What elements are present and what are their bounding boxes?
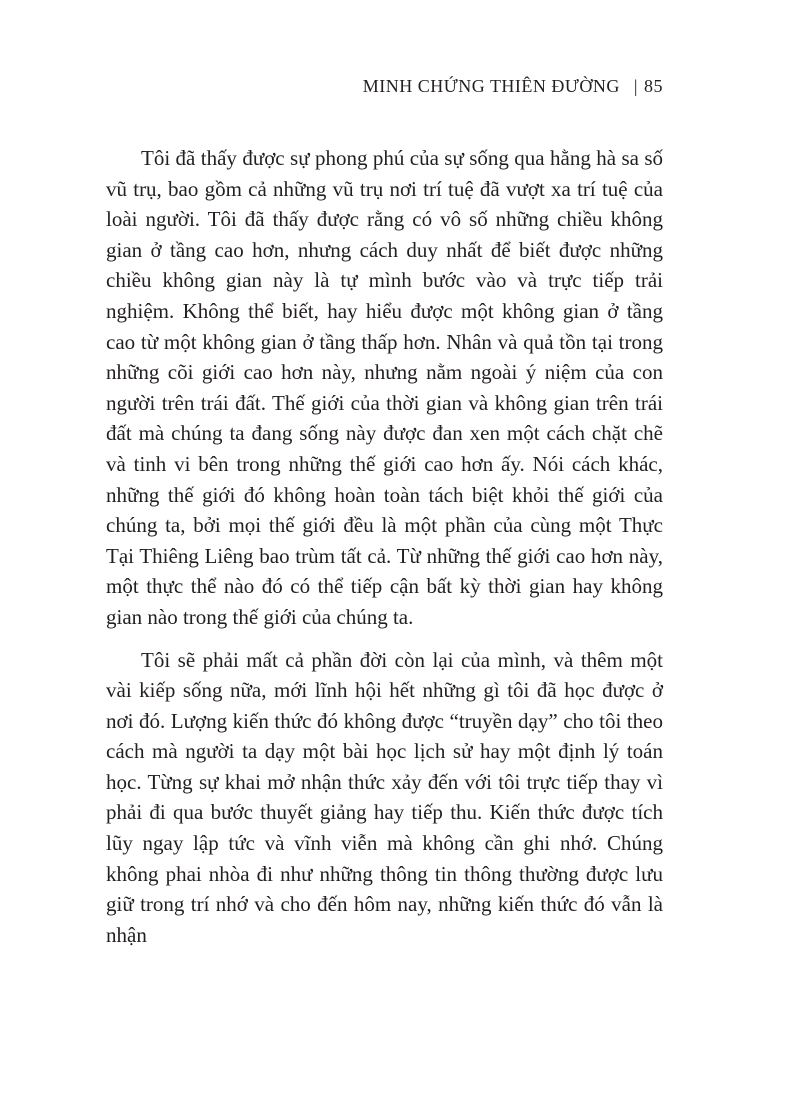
paragraph-1: Tôi đã thấy được sự phong phú của sự sống qua hằng hà sa số vũ trụ, bao gồm cả những vũ trụ nơi trí tuệ đã vượt xa trí tuệ của loài người. Tôi đã thấy được rằng có vô số những chiều không gian ở tầng cao hơn, nhưng cách duy nhất để biết được những chiều không gian này là tự mình bước vào và trực tiếp trải nghiệm. Không thể biết, hay hiểu được một không gian ở tầng cao từ một không gian ở tầng thấp hơn. Nhân và quả tồn tại trong những cõi giới cao hơn này, nhưng nằm ngoài ý niệm của con người trên trái đất. Thế giới của thời gian và không gian trên trái đất mà chúng ta đang sống này được đan xen một cách chặt chẽ và tinh vi bên trong những thế giới cao hơn ấy. Nói cách khác, những thế giới đó không hoàn toàn tách biệt khỏi thế giới của chúng ta, bởi mọi thế giới đều là một phần của cùng một Thực Tại Thiêng Liêng bao trùm tất cả. Từ những thế giới cao hơn này, một thực thể nào đó có thể tiếp cận bất kỳ thời gian hay không gian nào trong thế giới của chúng ta. [106, 146, 663, 629]
header-separator: | [633, 76, 638, 96]
running-head [363, 76, 663, 97]
page-number: 85 [644, 76, 663, 96]
book-title: MINH CHỨNG THIÊN ĐƯỜNG [362, 76, 620, 96]
page-body [106, 143, 663, 962]
paragraph-2: Tôi sẽ phải mất cả phần đời còn lại của mình, và thêm một vài kiếp sống nữa, mới lĩnh hội hết những gì tôi đã học được ở nơi đó. Lượng kiến thức đó không được “truyền dạy” cho tôi theo cách mà người ta dạy một bài học lịch sử hay một định lý toán học. Từng sự khai mở nhận thức xảy đến với tôi trực tiếp thay vì phải đi qua bước thuyết giảng hay tiếp thu. Kiến thức được tích lũy ngay lập tức và vĩnh viễn mà không cần ghi nhớ. Chúng không phai nhòa đi như những thông tin thông thường được lưu giữ trong trí nhớ và cho đến hôm nay, những kiến thức đó vẫn là nhận [106, 647, 663, 947]
